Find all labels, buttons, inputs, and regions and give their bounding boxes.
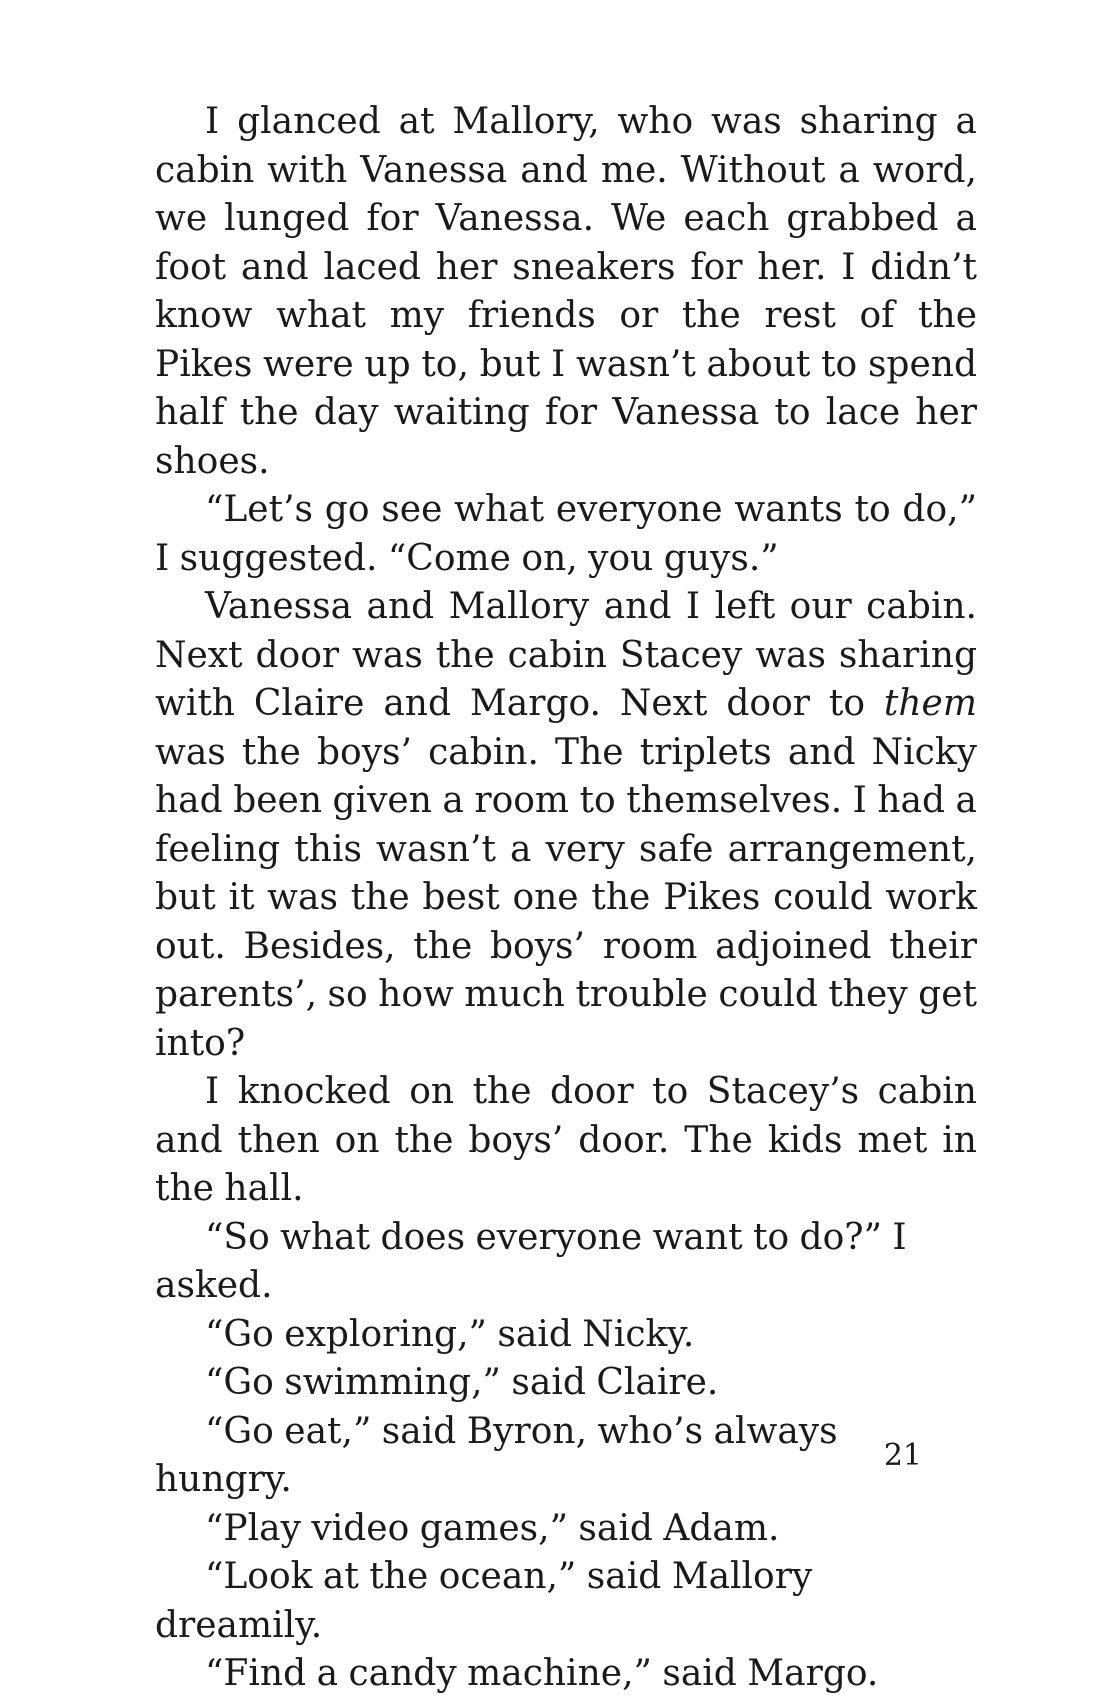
paragraph-2: “Let’s go see what everyone wants to do,” I suggested. “Come on, you guys.” — [155, 489, 977, 579]
paragraph-8: “Go eat,” said Byron, who’s always hungry. — [155, 1410, 838, 1500]
paragraph-11: “Find a candy machine,” said Margo. — [205, 1653, 879, 1694]
paragraph-3-after: was the boys’ cabin. The triplets and Nicky had been given a room to themselves. I had a feeling this wasn’t a very safe arrangement, but it was the best one the Pikes could work out. Besides, the boys’ room adjoined their parents’, so how much trouble could they get into? — [155, 731, 977, 1064]
paragraph-1: I glanced at Mallory, who was sharing a cabin with Vanessa and me. Without a word, we lunged for Vanessa. We each grabbed a foot and laced her sneakers for her. I didn’t know what my friends or the rest of the Pikes were up to, but I wasn’t about to spend half the day waiting for Vanessa to lace her shoes. — [155, 101, 977, 482]
page-number: 21 — [883, 1438, 922, 1473]
paragraph-7: “Go swimming,” said Claire. — [205, 1362, 719, 1403]
paragraph-4: I knocked on the door to Stacey’s cabin and then on the boys’ door. The kids met in the hall. — [155, 1071, 977, 1209]
paragraph-6: “Go exploring,” said Nicky. — [205, 1313, 695, 1355]
book-page-text — [155, 98, 977, 1699]
paragraph-5: “So what does everyone want to do?” I asked. — [155, 1216, 907, 1306]
paragraph-9: “Play video games,” said Adam. — [205, 1507, 780, 1549]
paragraph-3-before: Vanessa and Mallory and I left our cabin. Next door was the cabin Stacey was sharing with Claire and Margo. Next door to — [155, 586, 977, 724]
paragraph-3-emphasis: them — [883, 683, 977, 724]
paragraph-3 — [155, 583, 977, 1068]
paragraph-10: “Look at the ocean,” said Mallory dreamily. — [155, 1556, 813, 1646]
